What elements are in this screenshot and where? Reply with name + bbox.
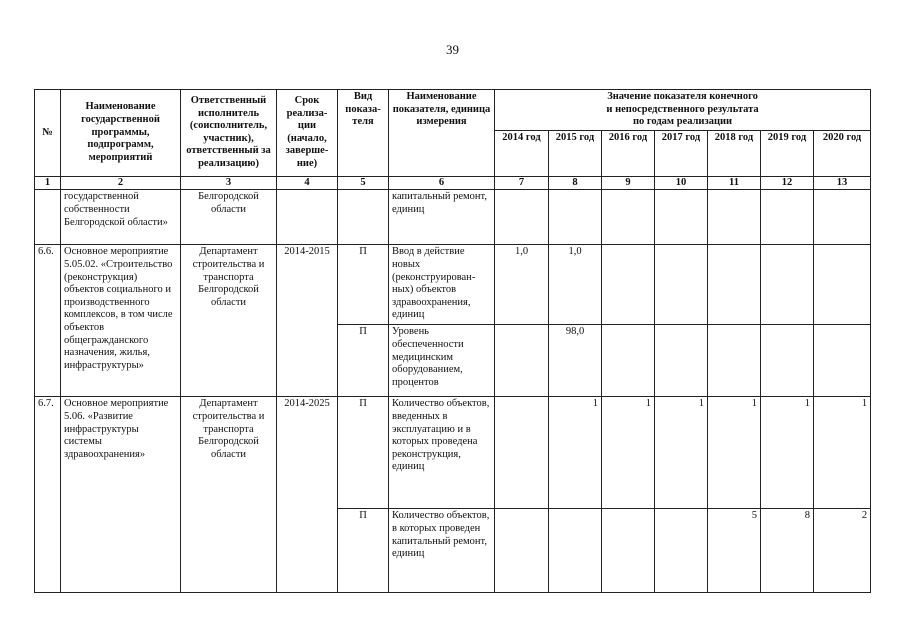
- value-cell: [708, 190, 761, 245]
- year-2019: 2019 год: [761, 130, 814, 176]
- row-type: П: [338, 397, 389, 509]
- value-cell: 1,0: [495, 245, 549, 325]
- value-cell: [495, 325, 549, 397]
- page-number: 39: [446, 42, 459, 57]
- row-no: 6.6.: [35, 245, 61, 397]
- header-values-line3: по годам реализации: [632, 116, 733, 128]
- value-cell: 2: [814, 509, 871, 593]
- year-2015: 2015 год: [549, 130, 602, 176]
- year-2020: 2020 год: [814, 130, 871, 176]
- row-executor: Департамент строительства и транспорта Белгородской области: [181, 245, 277, 397]
- row-type: П: [338, 325, 389, 397]
- value-cell: [495, 190, 549, 245]
- value-cell: 1: [549, 397, 602, 509]
- index-cell: 8: [549, 176, 602, 190]
- index-cell: 4: [277, 176, 338, 190]
- index-cell: 5: [338, 176, 389, 190]
- header-values: [495, 90, 871, 131]
- value-cell: [602, 245, 655, 325]
- table-row: [35, 397, 871, 509]
- row-indicator: Количество объектов, в которых проведен капитальный ремонт, единиц: [389, 509, 495, 593]
- value-cell: 1,0: [549, 245, 602, 325]
- value-cell: [814, 245, 871, 325]
- value-cell: 1: [708, 397, 761, 509]
- value-cell: 98,0: [549, 325, 602, 397]
- row-name: Основное мероприятие 5.05.02. «Строительство (реконструкция) объектов социального и производственного комплексов, в том числе объектов общегражданского назначения, жилья, инфраструктуры»: [61, 245, 181, 397]
- header-values-line1: Значение показателя конечного: [607, 91, 758, 102]
- header-type: Вид показателя: [338, 90, 389, 177]
- index-cell: 7: [495, 176, 549, 190]
- value-cell: [549, 190, 602, 245]
- value-cell: 1: [814, 397, 871, 509]
- value-cell: 1: [602, 397, 655, 509]
- index-cell: 10: [655, 176, 708, 190]
- row-term: 2014-2015: [277, 245, 338, 397]
- index-cell: 3: [181, 176, 277, 190]
- row-term: 2014-2025: [277, 397, 338, 593]
- index-row: [35, 176, 871, 190]
- table-row: [35, 190, 871, 245]
- value-cell: [761, 325, 814, 397]
- index-cell: 1: [35, 176, 61, 190]
- index-cell: 9: [602, 176, 655, 190]
- header-indicator: Наименование показателя, единица измерения: [389, 90, 495, 177]
- value-cell: [655, 325, 708, 397]
- value-cell: [602, 325, 655, 397]
- value-cell: [761, 190, 814, 245]
- row-term: [277, 190, 338, 245]
- row-indicator: Уровень обеспеченности медицинским оборудованием, процентов: [389, 325, 495, 397]
- value-cell: [549, 509, 602, 593]
- header-term: Срок реализации (начало, завершение): [277, 90, 338, 177]
- value-cell: [495, 509, 549, 593]
- value-cell: [655, 190, 708, 245]
- year-2014: 2014 год: [495, 130, 549, 176]
- value-cell: 8: [761, 509, 814, 593]
- row-no: 6.7.: [35, 397, 61, 593]
- indicators-table: [34, 89, 871, 593]
- index-cell: 12: [761, 176, 814, 190]
- index-cell: 13: [814, 176, 871, 190]
- header-name: Наименование государственной программы, подпрограмм, мероприятий: [61, 90, 181, 177]
- table-row: [35, 245, 871, 325]
- header-values-line2: и непосредственного результата: [606, 103, 759, 115]
- year-2018: 2018 год: [708, 130, 761, 176]
- value-cell: [655, 509, 708, 593]
- row-type: П: [338, 245, 389, 325]
- row-name: государственной собственности Белгородской области»: [61, 190, 181, 245]
- row-indicator: Ввод в действие новых (реконструированных) объектов здравоохранения, единиц: [389, 245, 495, 325]
- index-cell: 6: [389, 176, 495, 190]
- row-no: [35, 190, 61, 245]
- row-executor: Белгородской области: [181, 190, 277, 245]
- header-executor: Ответственный исполнитель (соисполнитель, участник), ответственный за реализацию): [181, 90, 277, 177]
- row-indicator: капитальный ремонт, единиц: [389, 190, 495, 245]
- header-row: [35, 90, 871, 131]
- value-cell: [761, 245, 814, 325]
- header-no: №: [35, 90, 61, 177]
- row-type: П: [338, 509, 389, 593]
- value-cell: [602, 190, 655, 245]
- value-cell: [814, 325, 871, 397]
- index-cell: 11: [708, 176, 761, 190]
- value-cell: [495, 397, 549, 509]
- value-cell: [708, 325, 761, 397]
- value-cell: [708, 245, 761, 325]
- row-type: [338, 190, 389, 245]
- value-cell: [814, 190, 871, 245]
- index-cell: 2: [61, 176, 181, 190]
- row-executor: Департамент строительства и транспорта Белгородской области: [181, 397, 277, 593]
- value-cell: [655, 245, 708, 325]
- value-cell: 1: [655, 397, 708, 509]
- value-cell: 1: [761, 397, 814, 509]
- year-2016: 2016 год: [602, 130, 655, 176]
- year-2017: 2017 год: [655, 130, 708, 176]
- value-cell: 5: [708, 509, 761, 593]
- value-cell: [602, 509, 655, 593]
- row-name: Основное мероприятие 5.06. «Развитие инфраструктуры системы здравоохранения»: [61, 397, 181, 593]
- row-indicator: Количество объектов, введенных в эксплуатацию и в которых проведена реконструкция, единиц: [389, 397, 495, 509]
